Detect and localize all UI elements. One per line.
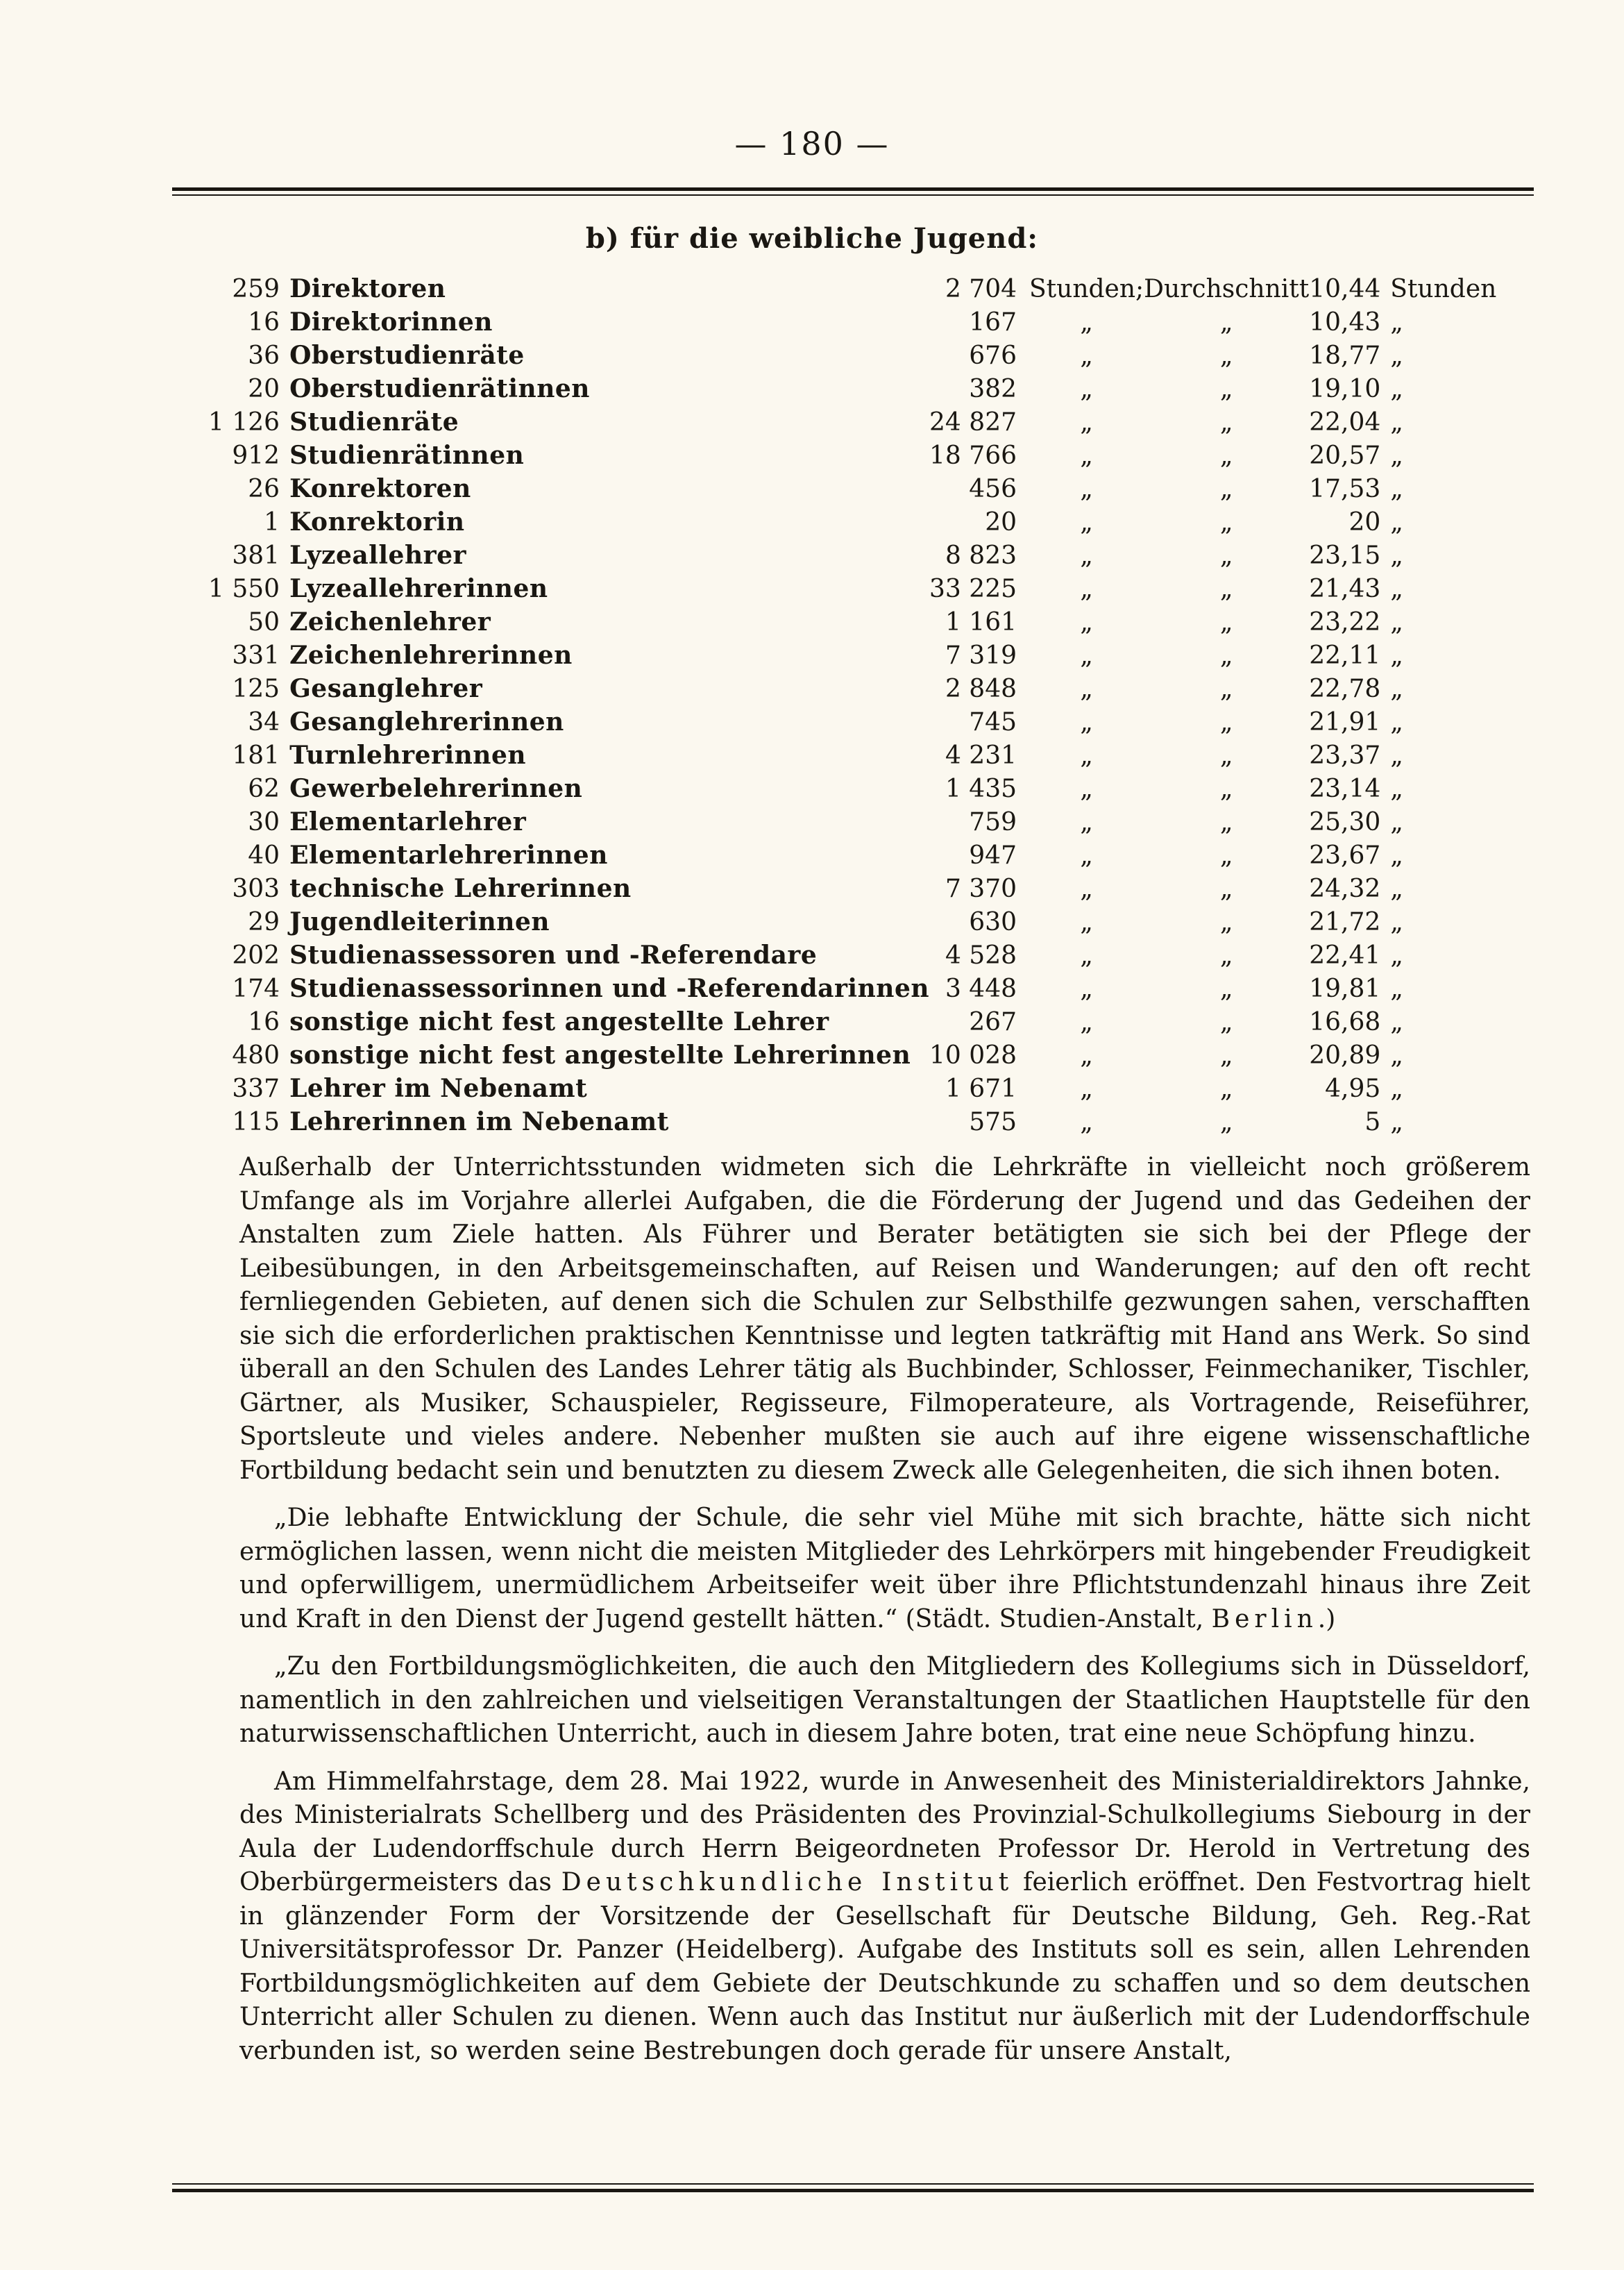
total-hours: 630: [969, 907, 1017, 936]
total-hours: 947: [969, 841, 1017, 870]
paragraph-2: [239, 1502, 1530, 1636]
total-hours: 1 161: [945, 607, 1017, 637]
average-hours: 23,14: [1309, 774, 1381, 803]
average-unit: „: [1390, 941, 1403, 970]
table-row: [208, 472, 1496, 505]
teacher-role: Gesanglehrerinnen: [289, 707, 564, 737]
teacher-count: 174: [232, 974, 280, 1003]
average-label: „: [1219, 407, 1233, 437]
total-hours: 7 370: [945, 874, 1017, 903]
teacher-count: 50: [248, 607, 280, 637]
teacher-count: 259: [232, 274, 280, 303]
table-row: [208, 439, 1496, 472]
table-row: [208, 605, 1496, 639]
hours-unit: „: [1080, 741, 1093, 770]
average-label: „: [1219, 507, 1233, 537]
teaching-hours-table: [208, 272, 1496, 1138]
teacher-role: sonstige nicht fest angestellte Lehrer: [289, 1007, 829, 1036]
teacher-count: 202: [232, 941, 280, 970]
body-text: [239, 1151, 1530, 2082]
average-unit: „: [1390, 308, 1403, 337]
teacher-role: Oberstudienrätinnen: [289, 374, 590, 403]
total-hours: 4 528: [945, 941, 1017, 970]
average-label: „: [1219, 441, 1233, 470]
average-label: „: [1219, 541, 1233, 570]
average-label: „: [1219, 1041, 1233, 1070]
teacher-count: 181: [232, 741, 280, 770]
average-label: „: [1219, 774, 1233, 803]
hours-unit: „: [1080, 641, 1093, 670]
average-unit: „: [1390, 507, 1403, 537]
average-unit: „: [1390, 641, 1403, 670]
average-unit: „: [1390, 1041, 1403, 1070]
table-row: [208, 405, 1496, 439]
top-rule-thin: [172, 194, 1534, 196]
average-label: „: [1219, 841, 1233, 870]
average-hours: 22,78: [1309, 674, 1381, 703]
average-hours: 21,43: [1309, 574, 1381, 603]
table-row: [208, 505, 1496, 539]
table-row: [208, 772, 1496, 805]
hours-unit: Stunden;: [1029, 274, 1144, 303]
hours-unit: „: [1080, 374, 1093, 403]
teacher-count: 1 126: [208, 407, 280, 437]
table-row: [208, 1005, 1496, 1039]
average-hours: 20: [1348, 507, 1381, 537]
total-hours: 456: [969, 474, 1017, 503]
total-hours: 1 671: [945, 1074, 1017, 1103]
total-hours: 1 435: [945, 774, 1017, 803]
average-unit: Stunden: [1390, 274, 1497, 303]
average-label: „: [1219, 574, 1233, 603]
table-row: [208, 939, 1496, 972]
average-label: „: [1219, 1074, 1233, 1103]
hours-unit: „: [1080, 874, 1093, 903]
hours-unit: „: [1080, 341, 1093, 370]
average-hours: 23,67: [1309, 841, 1381, 870]
average-unit: „: [1390, 441, 1403, 470]
average-hours: 19,81: [1309, 974, 1381, 1003]
teacher-count: 40: [248, 841, 280, 870]
average-label: „: [1219, 607, 1233, 637]
total-hours: 7 319: [945, 641, 1017, 670]
average-hours: 20,89: [1309, 1041, 1381, 1070]
hours-unit: „: [1080, 774, 1093, 803]
teacher-count: 16: [248, 308, 280, 337]
total-hours: 267: [969, 1007, 1017, 1036]
teacher-count: 62: [248, 774, 280, 803]
teacher-role: Lehrer im Nebenamt: [289, 1074, 588, 1103]
average-hours: 17,53: [1309, 474, 1381, 503]
average-hours: 21,72: [1309, 907, 1381, 936]
table-row: [208, 339, 1496, 372]
paragraph-2-city: Berlin: [1211, 1604, 1318, 1633]
average-hours: 22,11: [1309, 641, 1381, 670]
total-hours: 3 448: [945, 974, 1017, 1003]
teacher-count: 337: [232, 1074, 280, 1103]
hours-unit: „: [1080, 441, 1093, 470]
total-hours: 8 823: [945, 541, 1017, 570]
teacher-role: Direktorinnen: [289, 308, 493, 337]
table-row: [208, 839, 1496, 872]
average-hours: 4,95: [1325, 1074, 1381, 1103]
average-unit: „: [1390, 841, 1403, 870]
average-hours: 10,43: [1309, 308, 1381, 337]
average-hours: 23,22: [1309, 607, 1381, 637]
paragraph-4: [239, 1765, 1530, 2069]
teacher-role: Direktoren: [289, 274, 446, 303]
total-hours: 167: [969, 308, 1017, 337]
teacher-role: Lyzeallehrer: [289, 541, 466, 570]
average-label: Durchschnitt: [1144, 274, 1310, 303]
table-row: [208, 639, 1496, 672]
average-label: „: [1219, 974, 1233, 1003]
hours-unit: „: [1080, 841, 1093, 870]
average-label: „: [1219, 674, 1233, 703]
average-unit: „: [1390, 807, 1403, 836]
average-unit: „: [1390, 1107, 1403, 1136]
average-unit: „: [1390, 741, 1403, 770]
average-unit: „: [1390, 607, 1403, 637]
table-row: [208, 672, 1496, 705]
average-hours: 25,30: [1309, 807, 1381, 836]
paragraph-4-end: feierlich eröffnet. Den Festvortrag hielt in glänzender Form der Vorsitzende der Gesellschaft für Deutsche Bildung, Geh. Reg.-Rat Universitätsprofessor Dr. Panzer (Heidelberg). Aufgabe des Instituts soll es sein, allen Lehrenden Fortbildungsmöglichkeiten auf dem Gebiete der Deutschkunde zu schaffen und so dem deutschen Unterricht aller Schulen zu dienen. Wenn auch das Institut nur äußerlich mit der Ludendorffschule verbunden ist, so werden seine Bestrebungen doch gerade für unsere Anstalt,: [239, 1868, 1530, 2065]
teacher-role: Studienassessorinnen und -Referendarinnen: [289, 974, 930, 1003]
paragraph-2-text: „Die lebhafte Entwicklung der Schule, die sehr viel Mühe mit sich brachte, hätte sich nicht ermöglichen lassen, wenn nicht die meisten Mitglieder des Lehrkörpers mit hingebender Freudigkeit und opferwilligem, unermüdlichem Arbeitseifer weit über ihre Pflichtstundenzahl hinaus ihre Zeit und Kraft in den Dienst der Jugend gestellt hätten.“ (Städt. Studien-Anstalt,: [239, 1504, 1530, 1633]
average-hours: 24,32: [1309, 874, 1381, 903]
total-hours: 18 766: [929, 441, 1017, 470]
table-row: [208, 872, 1496, 905]
teacher-count: 331: [232, 641, 280, 670]
average-unit: „: [1390, 574, 1403, 603]
table-row: [208, 305, 1496, 339]
teacher-role: Elementarlehrerinnen: [289, 841, 608, 870]
hours-unit: „: [1080, 907, 1093, 936]
average-label: „: [1219, 707, 1233, 737]
average-unit: „: [1390, 674, 1403, 703]
table-row: [208, 1105, 1496, 1138]
hours-unit: „: [1080, 974, 1093, 1003]
total-hours: 382: [969, 374, 1017, 403]
average-hours: 22,41: [1309, 941, 1381, 970]
average-unit: „: [1390, 474, 1403, 503]
total-hours: 20: [985, 507, 1017, 537]
teacher-count: 30: [248, 807, 280, 836]
page-number: — 180 —: [734, 125, 890, 162]
teacher-role: Oberstudienräte: [289, 341, 525, 370]
average-label: „: [1219, 741, 1233, 770]
total-hours: 575: [969, 1107, 1017, 1136]
hours-unit: „: [1080, 507, 1093, 537]
hours-unit: „: [1080, 308, 1093, 337]
teacher-count: 1: [264, 507, 280, 537]
hours-unit: „: [1080, 574, 1093, 603]
teacher-count: 26: [248, 474, 280, 503]
teacher-role: Lyzeallehrerinnen: [289, 574, 548, 603]
teacher-count: 303: [232, 874, 280, 903]
bottom-rule-thin: [172, 2183, 1534, 2185]
hours-unit: „: [1080, 607, 1093, 637]
teacher-count: 34: [248, 707, 280, 737]
teacher-count: 29: [248, 907, 280, 936]
total-hours: 2 704: [945, 274, 1017, 303]
paragraph-4-institute: Deutschkundliche Institut: [561, 1868, 1014, 1897]
teacher-count: 16: [248, 1007, 280, 1036]
table-row: [208, 739, 1496, 772]
hours-unit: „: [1080, 474, 1093, 503]
teacher-role: Konrektorin: [289, 507, 465, 537]
average-label: „: [1219, 1107, 1233, 1136]
teacher-role: Studienassessoren und -Referendare: [289, 941, 818, 970]
average-hours: 22,04: [1309, 407, 1381, 437]
teacher-role: Turnlehrerinnen: [289, 741, 527, 770]
teacher-role: Studienräte: [289, 407, 459, 437]
table-row: [208, 972, 1496, 1005]
total-hours: 24 827: [929, 407, 1017, 437]
section-heading: b) für die weibliche Jugend:: [585, 222, 1039, 255]
table-row: [208, 1072, 1496, 1105]
top-rule-thick: [172, 187, 1534, 191]
total-hours: 745: [969, 707, 1017, 737]
hours-unit: „: [1080, 1107, 1093, 1136]
table-row: [208, 372, 1496, 405]
average-hours: 19,10: [1309, 374, 1381, 403]
table-row: [208, 905, 1496, 939]
average-label: „: [1219, 907, 1233, 936]
total-hours: 759: [969, 807, 1017, 836]
hours-unit: „: [1080, 541, 1093, 570]
teacher-role: Jugendleiterinnen: [289, 907, 550, 936]
teacher-role: Zeichenlehrer: [289, 607, 491, 637]
average-unit: „: [1390, 874, 1403, 903]
table-row: [208, 572, 1496, 605]
teacher-role: Zeichenlehrerinnen: [289, 641, 573, 670]
teacher-role: Gewerbelehrerinnen: [289, 774, 583, 803]
average-label: „: [1219, 308, 1233, 337]
total-hours: 2 848: [945, 674, 1017, 703]
teacher-count: 36: [248, 341, 280, 370]
teacher-count: 480: [232, 1041, 280, 1070]
table-row: [208, 805, 1496, 839]
teacher-role: technische Lehrerinnen: [289, 874, 632, 903]
total-hours: 33 225: [929, 574, 1017, 603]
total-hours: 10 028: [929, 1041, 1017, 1070]
hours-unit: „: [1080, 1007, 1093, 1036]
average-unit: „: [1390, 907, 1403, 936]
average-label: „: [1219, 874, 1233, 903]
hours-unit: „: [1080, 707, 1093, 737]
average-hours: 10,44: [1309, 274, 1381, 303]
total-hours: 4 231: [945, 741, 1017, 770]
hours-unit: „: [1080, 807, 1093, 836]
average-unit: „: [1390, 541, 1403, 570]
teacher-role: Studienrätinnen: [289, 441, 525, 470]
average-unit: „: [1390, 974, 1403, 1003]
average-label: „: [1219, 341, 1233, 370]
average-unit: „: [1390, 707, 1403, 737]
total-hours: 676: [969, 341, 1017, 370]
average-unit: „: [1390, 374, 1403, 403]
average-unit: „: [1390, 1074, 1403, 1103]
teacher-count: 125: [232, 674, 280, 703]
teacher-role: sonstige nicht fest angestellte Lehrerinnen: [289, 1041, 911, 1070]
average-hours: 21,91: [1309, 707, 1381, 737]
paragraph-3: „Zu den Fortbildungsmöglichkeiten, die auch den Mitgliedern des Kollegiums sich in Düsseldorf, namentlich in den zahlreichen und vielseitigen Veranstaltungen der Staatlichen Hauptstelle für den naturwissenschaftlichen Unterricht, auch in diesem Jahre boten, trat eine neue Schöpfung hinzu.: [239, 1652, 1530, 1748]
average-hours: 23,37: [1309, 741, 1381, 770]
teacher-count: 115: [232, 1107, 280, 1136]
teacher-role: Lehrerinnen im Nebenamt: [289, 1107, 669, 1136]
hours-unit: „: [1080, 1074, 1093, 1103]
paragraph-2-end: .): [1317, 1604, 1336, 1633]
average-label: „: [1219, 374, 1233, 403]
table-row: [208, 705, 1496, 739]
average-label: „: [1219, 474, 1233, 503]
teacher-count: 381: [232, 541, 280, 570]
teacher-count: 1 550: [208, 574, 280, 603]
average-label: „: [1219, 641, 1233, 670]
hours-unit: „: [1080, 674, 1093, 703]
average-unit: „: [1390, 407, 1403, 437]
teacher-role: Konrektoren: [289, 474, 471, 503]
average-hours: 16,68: [1309, 1007, 1381, 1036]
average-hours: 5: [1364, 1107, 1381, 1136]
teacher-role: Elementarlehrer: [289, 807, 527, 836]
paragraph-4-start: Am Himmelfahrstage, dem 28. Mai 1922, wurde in Anwesenheit des Ministerialdirektors Jahnke, des Ministerialrats Schellberg und des Präsidenten des Provinzial-Schulkollegiums Siebourg in der Aula der Ludendorffschule durch Herrn Beigeordneten Professor Dr. Herold in Vertretung des Oberbürgermeisters das: [239, 1767, 1530, 1897]
table-row: [208, 1039, 1496, 1072]
hours-unit: „: [1080, 1041, 1093, 1070]
average-unit: „: [1390, 341, 1403, 370]
hours-unit: „: [1080, 407, 1093, 437]
bottom-rule-thick: [172, 2189, 1534, 2192]
teacher-count: 20: [248, 374, 280, 403]
teacher-role: Gesanglehrer: [289, 674, 483, 703]
hours-unit: „: [1080, 941, 1093, 970]
average-hours: 23,15: [1309, 541, 1381, 570]
average-hours: 18,77: [1309, 341, 1381, 370]
average-label: „: [1219, 1007, 1233, 1036]
table-row: [208, 272, 1496, 305]
teacher-count: 912: [232, 441, 280, 470]
average-unit: „: [1390, 1007, 1403, 1036]
average-label: „: [1219, 807, 1233, 836]
average-hours: 20,57: [1309, 441, 1381, 470]
average-unit: „: [1390, 774, 1403, 803]
paragraph-1: Außerhalb der Unterrichtsstunden widmeten sich die Lehrkräfte in vielleicht noch größerem Umfange als im Vorjahre allerlei Aufgaben, die die Förderung der Jugend und das Gedeihen der Anstalten zum Ziele hatten. Als Führer und Berater betätigten sie sich bei der Pflege der Leibesübungen, in den Arbeitsgemeinschaften, auf Reisen und Wanderungen; auf den oft recht fernliegenden Gebieten, auf denen sich die Schulen zur Selbsthilfe gezwungen sahen, verschafften sie sich die erforderlichen praktischen Kenntnisse und legten tatkräftig mit Hand ans Werk. So sind überall an den Schulen des Landes Lehrer tätig als Buchbinder, Schlosser, Feinmechaniker, Tischler, Gärtner, als Musiker, Schauspieler, Regisseure, Filmoperateure, als Vortragende, Reiseführer, Sportsleute und vieles andere. Nebenher mußten sie auch auf ihre eigene wissenschaftliche Fortbildung bedacht sein und benutzten zu diesem Zweck alle Gelegenheiten, die sich ihnen boten.: [239, 1153, 1530, 1485]
table-row: [208, 539, 1496, 572]
average-label: „: [1219, 941, 1233, 970]
